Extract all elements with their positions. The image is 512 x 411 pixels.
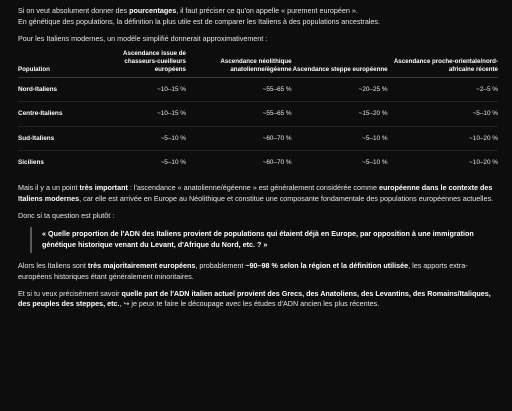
table-row	[18, 102, 498, 127]
cell-value: ~5–10 %	[388, 102, 498, 127]
emphasis: quelle part de l'ADN italien actuel provient des Grecs, des Anatoliens, des Levantins, des Romains/Italiques, des peuples des steppes, etc.	[18, 288, 491, 309]
cell-value: ~60–70 %	[262, 159, 292, 167]
offer-paragraph	[18, 289, 498, 311]
header-steppe: Ascendance steppe européenne	[292, 50, 388, 77]
header-hunter-gatherer: Ascendance issue de chasseurs-cueilleurs européens	[104, 50, 186, 77]
emphasis: très majoritairement européens	[87, 261, 196, 271]
cell-value: ~5–10 %	[160, 159, 186, 167]
intro-text: Si on veut absolument donner des	[18, 6, 130, 15]
conclusion-paragraph	[18, 261, 498, 283]
cell-value: ~60–70 %	[186, 126, 292, 151]
emphasis: européenne dans le contexte des Italiens modernes	[18, 183, 493, 203]
cell-value: ~5–10 %	[104, 126, 186, 151]
text: , probablement	[195, 261, 246, 271]
cell-population: Nord-Italiens	[18, 77, 104, 102]
important-paragraph	[18, 183, 498, 205]
cell-value: ~15–20 %	[292, 102, 388, 127]
text: : l'ascendance « anatolienne/égéenne » est généralement considérée comme	[127, 183, 379, 193]
intro-emphasis: pourcentages	[129, 6, 177, 15]
lead-paragraph: Pour les Italiens modernes, un modèle simplifié donnerait approximativement :	[18, 33, 268, 43]
header-near-east: Ascendance proche-orientale/nord-africaine récente	[388, 50, 498, 77]
table-row	[18, 77, 498, 102]
text: , car elle est arrivée en Europe au Néolithique et constitue une composante fondamentale des populations européennes actuelles.	[79, 193, 494, 203]
header-neolithic: Ascendance néolithique anatolienne/égéenne	[186, 50, 292, 77]
intro-paragraph	[18, 6, 498, 28]
cell-value: ~10–20 %	[469, 159, 498, 167]
arrow-icon: ↪	[123, 301, 130, 309]
table-header-row	[18, 50, 498, 77]
emphasis: ~90–98 % selon la région et la définition utilisée	[245, 261, 409, 271]
text: je peux te faire le découpage avec les études d'ADN ancien les plus récentes.	[129, 299, 380, 309]
text: ,	[119, 299, 124, 309]
header-population: Population	[18, 50, 104, 77]
cell-population: Centre-Italiens	[18, 102, 104, 127]
text: Alors les Italiens sont	[18, 261, 88, 271]
cell-value: ~10–15 %	[104, 102, 186, 127]
cell-value: ~2–5 %	[388, 77, 498, 102]
text: Mais il y a un point	[18, 183, 80, 193]
intro-text-end: , il faut préciser ce qu'on appelle « purement européen ».	[176, 6, 358, 15]
cell-population: Siciliens	[18, 159, 44, 167]
question-lead: Donc si ta question est plutôt :	[18, 210, 115, 220]
text: , les apports extra-européens historiques étant généralement minoritaires.	[18, 261, 468, 281]
cell-value: ~5–10 %	[362, 159, 388, 167]
cell-population: Sud-Italiens	[18, 126, 104, 151]
cell-value: ~10–20 %	[388, 126, 498, 151]
cell-value: ~20–25 %	[292, 77, 388, 102]
cell-value: ~10–15 %	[104, 77, 186, 102]
cell-value: ~5–10 %	[292, 126, 388, 151]
emphasis: très important	[79, 183, 128, 193]
ancestry-table	[18, 50, 498, 175]
cell-value: ~55–65 %	[186, 102, 292, 127]
intro-line-2: En génétique des populations, la définition la plus utile est de comparer les Italiens à des populations ancestrales.	[18, 16, 381, 26]
table-row	[18, 126, 498, 151]
text: Et si tu veux précisément savoir	[18, 288, 122, 298]
blockquote: « Quelle proportion de l'ADN des Italiens provient de populations qui étaient déjà en Europe, par opposition à une immigration génétique historique venant du Levant, d'Afrique du Nord, etc. ? »	[30, 227, 498, 253]
cell-value: ~55–65 %	[186, 77, 292, 102]
table-row	[18, 151, 498, 175]
